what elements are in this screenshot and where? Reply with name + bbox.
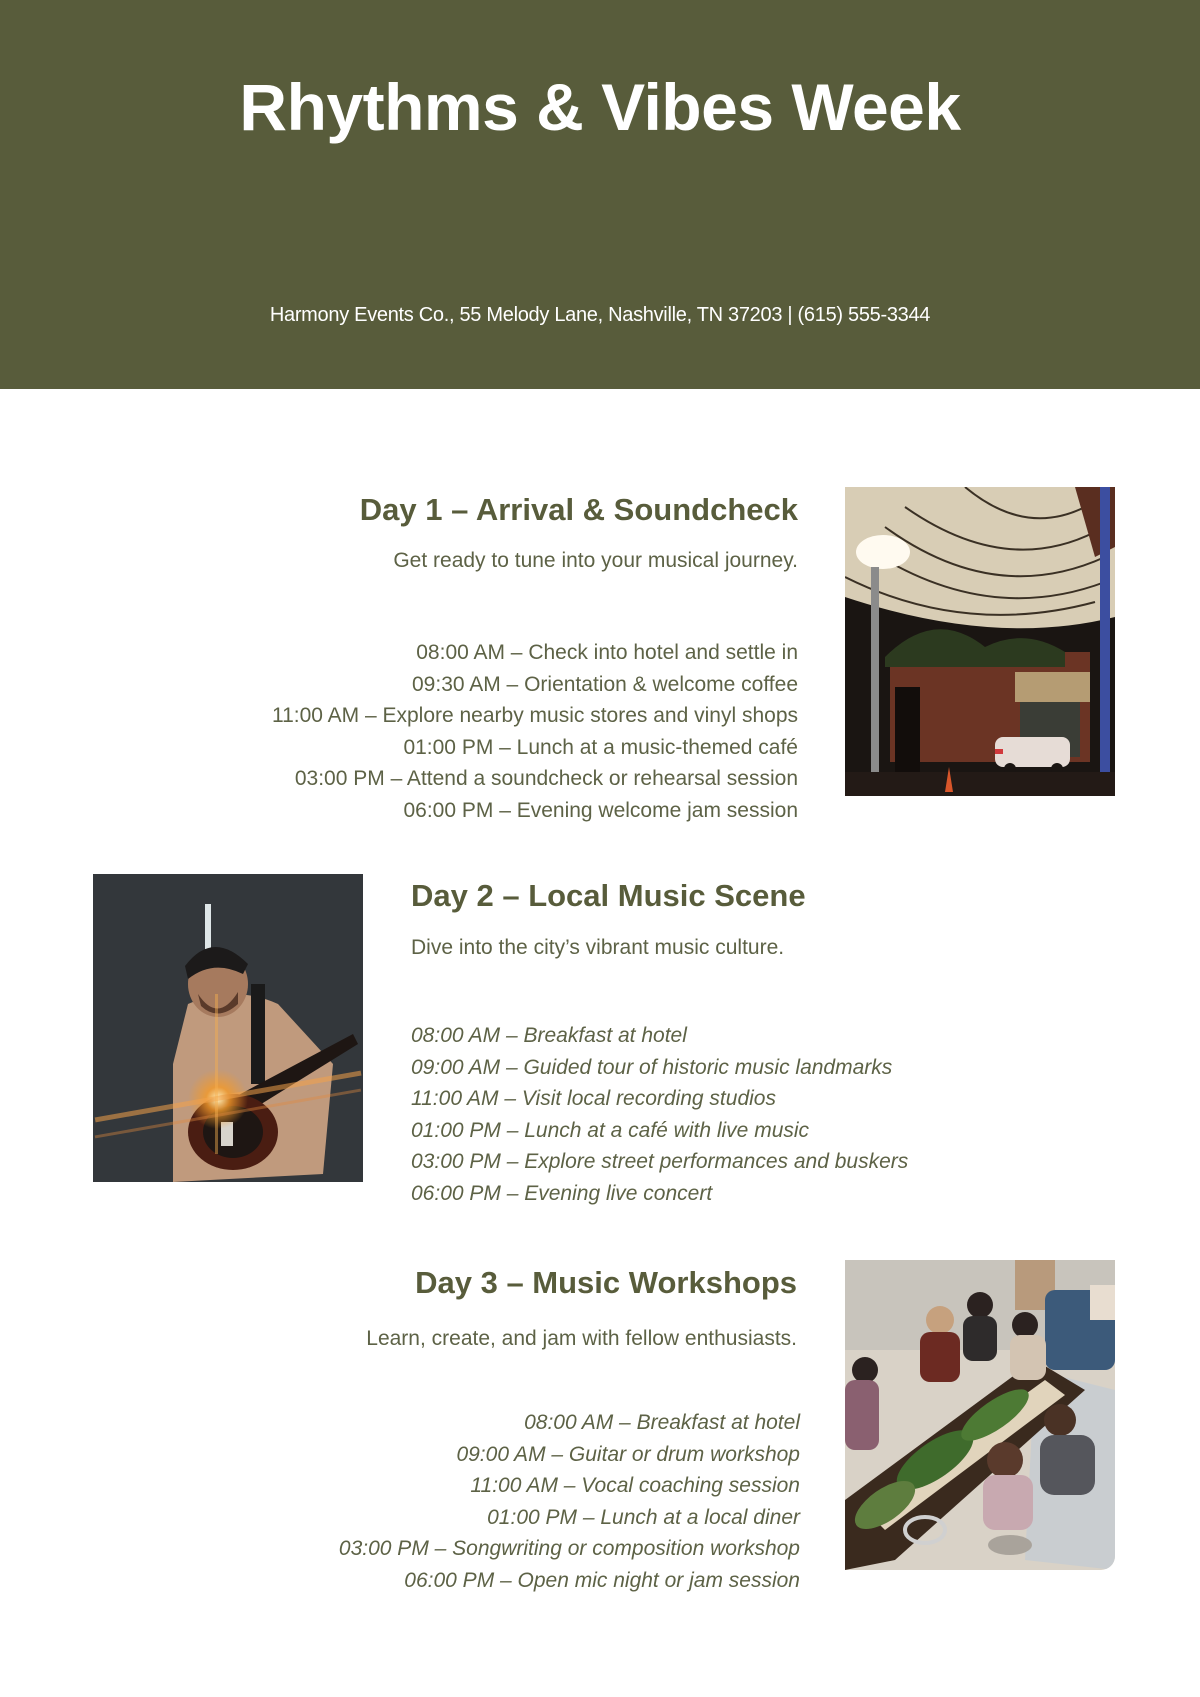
day-1-heading: Day 1 – Arrival & Soundcheck: [359, 492, 798, 527]
schedule-item: 11:00 AM – Visit local recording studios: [411, 1087, 776, 1110]
day-1-subtitle: Get ready to tune into your musical journey.: [393, 549, 798, 572]
schedule-item: 06:00 PM – Evening welcome jam session: [403, 798, 798, 822]
group-workshop-photo: [845, 1260, 1115, 1570]
schedule-item: 06:00 PM – Open mic night or jam session: [404, 1568, 800, 1592]
day-3-subtitle: Learn, create, and jam with fellow enthusiasts.: [366, 1327, 797, 1350]
day-2-subtitle: Dive into the city’s vibrant music culture.: [411, 936, 785, 959]
workshop-photo-illustration: [845, 1260, 1115, 1570]
day-2-schedule: [411, 1020, 908, 1209]
schedule-item: 03:00 PM – Songwriting or composition workshop: [338, 1537, 800, 1560]
schedule-item: 11:00 AM – Explore nearby music stores and vinyl shops: [271, 704, 798, 727]
page-header: [0, 0, 1200, 389]
schedule-item: 08:00 AM – Breakfast at hotel: [411, 1024, 687, 1047]
schedule-item: 08:00 AM – Check into hotel and settle in: [416, 641, 798, 664]
guitarist-playing-photo: [93, 874, 363, 1182]
schedule-item: 08:00 AM – Breakfast at hotel: [524, 1411, 800, 1434]
schedule-item: 01:00 PM – Lunch at a café with live music: [411, 1118, 810, 1142]
page-title: Rhythms & Vibes Week: [239, 70, 961, 144]
day-1-schedule: [272, 637, 798, 826]
schedule-item: 03:00 PM – Attend a soundcheck or rehearsal session: [294, 767, 798, 790]
schedule-item: 09:30 AM – Orientation & welcome coffee: [412, 672, 798, 696]
day-3-heading: Day 3 – Music Workshops: [415, 1265, 797, 1300]
schedule-item: 01:00 PM – Lunch at a local diner: [487, 1505, 800, 1529]
schedule-item: 06:00 PM – Evening live concert: [411, 1181, 713, 1205]
company-address: Harmony Events Co., 55 Melody Lane, Nashville, TN 37203 | (615) 555-3344: [269, 304, 931, 326]
day-3-schedule: [339, 1407, 800, 1596]
schedule-item: 09:00 AM – Guitar or drum workshop: [456, 1442, 800, 1466]
schedule-item: 09:00 AM – Guided tour of historic music landmarks: [411, 1055, 893, 1079]
guitarist-photo-illustration: [93, 874, 363, 1182]
hotel-entrance-night-photo: [845, 487, 1115, 796]
hotel-photo-illustration: [845, 487, 1115, 796]
schedule-item: 03:00 PM – Explore street performances and buskers: [411, 1150, 909, 1173]
schedule-item: 11:00 AM – Vocal coaching session: [470, 1474, 800, 1497]
day-2-heading: Day 2 – Local Music Scene: [411, 878, 806, 913]
schedule-item: 01:00 PM – Lunch at a music-themed café: [403, 735, 798, 759]
